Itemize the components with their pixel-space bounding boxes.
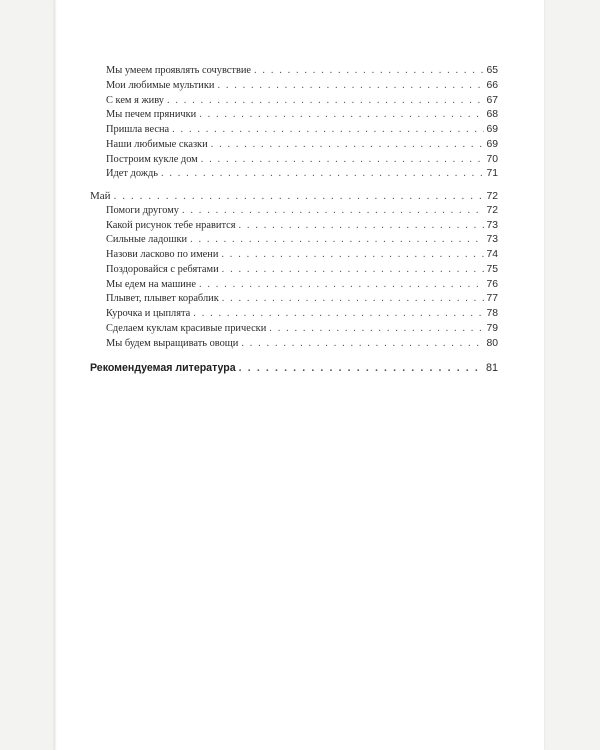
- toc-section-may: [90, 189, 498, 204]
- toc-entry-page: 68: [486, 109, 498, 121]
- toc-entry: [90, 233, 498, 248]
- toc-entry: [90, 123, 498, 138]
- toc-leader-dots: [221, 248, 484, 263]
- toc-entry: [90, 167, 498, 182]
- toc-entry: [90, 248, 498, 263]
- toc-entry-title: Мы умеем проявлять сочувствие: [106, 65, 252, 76]
- toc-entry-page: 75: [486, 263, 498, 275]
- toc-entry-title: Сильные ладошки: [106, 234, 188, 246]
- toc-leader-dots: [167, 94, 484, 109]
- toc-entry-title: Мы будем выращивать овощи: [106, 337, 239, 349]
- toc-section-title: Май: [90, 190, 111, 202]
- toc-entry-title: Мы печем прянички: [106, 109, 197, 121]
- toc-leader-dots: [269, 322, 484, 337]
- toc-entry: [90, 278, 498, 293]
- toc-entry-title: Какой рисунок тебе нравится: [106, 219, 236, 231]
- page-binding-edge: [54, 0, 57, 750]
- toc-leader-dots: [239, 361, 484, 376]
- toc-entry-page: 79: [486, 322, 498, 334]
- toc-entry: [90, 322, 498, 337]
- toc-entry-title: Пришла весна: [106, 124, 170, 135]
- toc-entry-title: Помоги другому: [106, 204, 180, 216]
- toc-entry-title: Наши любимые сказки: [106, 138, 208, 150]
- toc-leader-dots: [161, 167, 484, 182]
- toc-literature-title: Рекомендуемая литература: [90, 362, 236, 375]
- toc-literature-page: 81: [485, 362, 498, 375]
- toc-entry-page: 73: [486, 234, 498, 246]
- toc-entry-page: 73: [486, 219, 498, 231]
- toc-entry: [90, 79, 498, 94]
- toc-entry-title: Курочка и цыплята: [106, 308, 191, 319]
- toc-leader-dots: [172, 123, 484, 138]
- toc-entry-title: Мои любимые мультики: [106, 79, 215, 91]
- toc-leader-dots: [114, 189, 485, 204]
- toc-entry: [90, 307, 498, 322]
- table-of-contents: [90, 64, 498, 376]
- toc-section-page: 72: [486, 191, 498, 202]
- toc-entry: [90, 263, 498, 278]
- toc-leader-dots: [190, 233, 484, 248]
- toc-entry-title: Мы едем на машине: [106, 278, 196, 290]
- toc-leader-dots: [241, 337, 484, 352]
- toc-leader-dots: [193, 307, 484, 322]
- toc-leader-dots: [217, 79, 484, 94]
- toc-entry-page: 78: [486, 308, 498, 319]
- toc-leader-dots: [199, 108, 484, 123]
- toc-leader-dots: [254, 64, 484, 79]
- toc-entry: [90, 108, 498, 123]
- toc-entry: [90, 138, 498, 153]
- toc-entry-page: 72: [486, 204, 498, 216]
- toc-leader-dots: [239, 219, 485, 234]
- toc-entry-page: 80: [486, 337, 498, 349]
- toc-entry-page: 69: [486, 124, 498, 135]
- toc-entry-title: Построим кукле дом: [106, 153, 198, 165]
- toc-entry-page: 77: [486, 293, 498, 305]
- toc-entry-page: 76: [486, 278, 498, 290]
- toc-leader-dots: [182, 204, 484, 219]
- toc-entry: [90, 204, 498, 219]
- toc-recommended-literature: [90, 361, 498, 376]
- toc-entry: [90, 337, 498, 352]
- toc-leader-dots: [211, 138, 485, 153]
- toc-entry-title: Назови ласково по имени: [106, 249, 219, 260]
- toc-entry-title: Идет дождь: [106, 168, 158, 180]
- toc-leader-dots: [222, 292, 485, 307]
- toc-entry-title: Плывет, плывет кораблик: [106, 293, 219, 305]
- toc-leader-dots: [201, 153, 485, 168]
- toc-entry-page: 70: [486, 153, 498, 165]
- toc-entry-page: 66: [486, 79, 498, 91]
- toc-leader-dots: [199, 278, 484, 293]
- toc-entry: [90, 292, 498, 307]
- toc-entry-page: 65: [486, 65, 498, 76]
- toc-entry-page: 69: [486, 138, 498, 150]
- toc-entry: [90, 219, 498, 234]
- toc-entry-title: Поздоровайся с ребятами: [106, 263, 219, 275]
- toc-leader-dots: [222, 263, 485, 278]
- toc-entry-title: Сделаем куклам красивые прически: [106, 322, 267, 334]
- toc-entry-page: 67: [486, 94, 498, 106]
- toc-entry: [90, 94, 498, 109]
- toc-entry-page: 71: [486, 168, 498, 180]
- toc-entry: [90, 64, 498, 79]
- toc-entry-title: С кем я живу: [106, 94, 164, 106]
- toc-entry: [90, 153, 498, 168]
- toc-entry-page: 74: [486, 249, 498, 260]
